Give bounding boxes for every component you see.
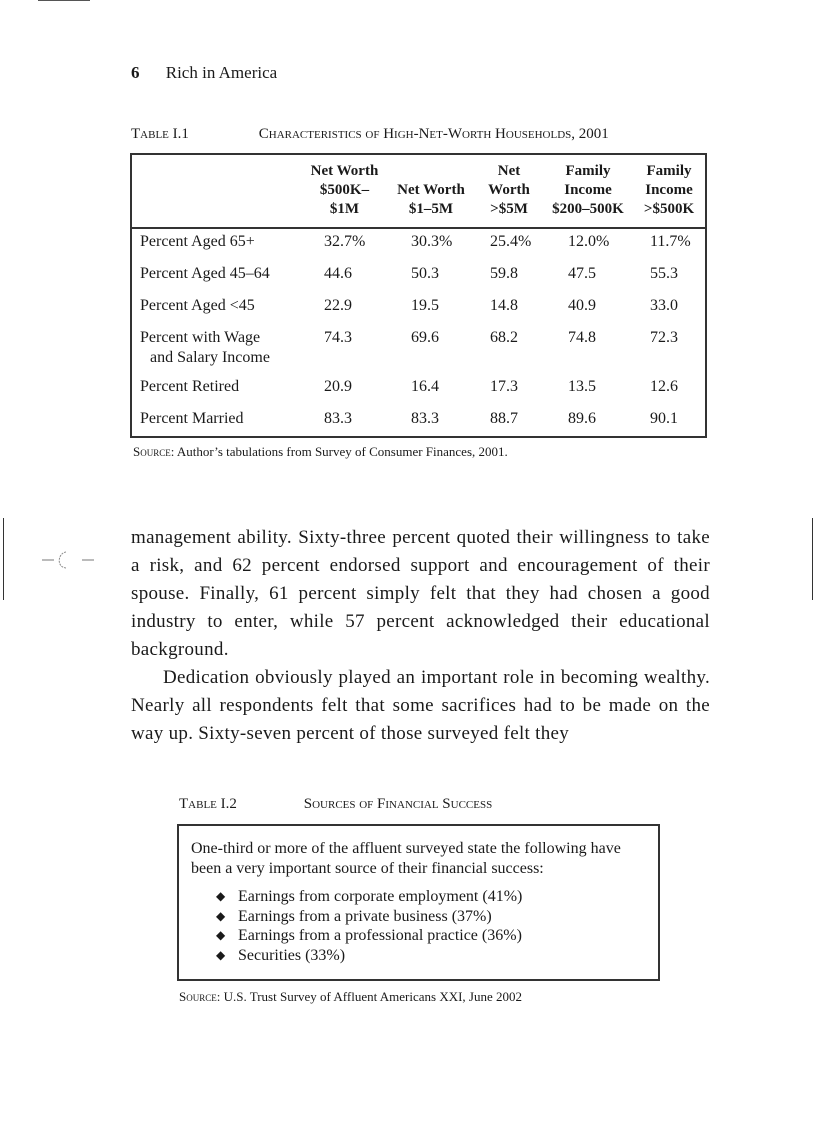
table1-header — [132, 155, 705, 229]
row-label: Percent with Wage and Salary Income — [140, 329, 270, 366]
table-cell: 74.8 — [568, 329, 596, 346]
table-cell: 20.9 — [324, 378, 352, 395]
table-cell: 59.8 — [490, 265, 518, 282]
paragraph: Dedication obviously played an important role in becoming wealthy. Nearly all respondents felt that some sacrifices had to be made on the way up. Sixty-seven percent of those surveyed felt they — [131, 667, 710, 744]
table1-caption — [131, 126, 711, 143]
table-cell: 83.3 — [324, 410, 352, 427]
crop-mark-icon — [42, 545, 94, 575]
row-label: Percent Married — [140, 410, 244, 427]
table-cell: 74.3 — [324, 329, 352, 346]
table-cell: 55.3 — [650, 265, 678, 282]
page-number: 6 — [131, 63, 140, 82]
diamond-bullet-icon: ◆ — [216, 889, 226, 903]
table2-label: Table I.2 — [179, 796, 237, 812]
table-cell: 22.9 — [324, 297, 352, 314]
table-cell: 32.7% — [324, 233, 366, 250]
table-cell: 14.8 — [490, 297, 518, 314]
body-text — [131, 524, 710, 748]
table-cell: 30.3% — [411, 233, 453, 250]
table-cell: 12.0% — [568, 233, 610, 250]
diamond-bullet-icon: ◆ — [216, 947, 226, 962]
table-cell: 68.2 — [490, 329, 518, 346]
table1-col-header: Family Income >$500K — [643, 163, 695, 217]
list-item: ◆ Earnings from a private business (37%) — [216, 907, 492, 925]
table2-caption — [179, 796, 659, 813]
table-cell: 11.7% — [650, 233, 691, 250]
top-rule — [38, 0, 90, 1]
table1-col-header: Family Income $200–500K — [552, 163, 624, 217]
list-item: ◆ Earnings from corporate employment (41%) — [216, 888, 523, 905]
list-item: ◆ Securities (33%) — [216, 946, 346, 964]
paragraph: management ability. Sixty-three percent quoted their willingness to take a risk, and 62 percent endorsed support and encouragement of their spouse. Finally, 61 percent simply felt that they had chosen a good industry to enter, while 57 percent acknowledged their educational background. — [131, 527, 710, 660]
table-cell: 33.0 — [650, 297, 678, 314]
row-label: Percent Aged 45–64 — [140, 265, 270, 282]
table2-title: Sources of Financial Success — [303, 796, 493, 812]
table1-label: Table I.1 — [131, 126, 189, 142]
table1-source: Source: Author’s tabulations from Survey of Consumer Finances, 2001. — [133, 444, 508, 459]
table1 — [130, 153, 707, 438]
book-title: Rich in America — [165, 63, 278, 82]
left-margin-line — [3, 518, 4, 600]
diamond-bullet-icon: ◆ — [216, 908, 226, 923]
table-cell: 50.3 — [411, 265, 439, 282]
table-cell: 17.3 — [490, 378, 518, 395]
table-cell: 40.9 — [568, 297, 596, 314]
table1-col-header: Net Worth >$5M — [488, 163, 530, 217]
table-cell: 44.6 — [324, 265, 352, 282]
table1-col-header: Net Worth $500K– $1M — [310, 163, 379, 217]
table-cell: 89.6 — [568, 410, 596, 427]
table-cell: 16.4 — [411, 378, 439, 395]
list-item: ◆ Earnings from a professional practice (36%) — [216, 927, 522, 944]
table-cell: 69.6 — [411, 329, 439, 346]
table-cell: 12.6 — [650, 378, 678, 395]
table-cell: 19.5 — [411, 297, 439, 314]
table1-title: Characteristics of High-Net-Worth Households, 2001 — [258, 126, 609, 142]
table-cell: 25.4% — [490, 233, 532, 250]
row-label: Percent Aged <45 — [140, 297, 255, 314]
diamond-bullet-icon: ◆ — [216, 928, 226, 942]
row-label: Percent Retired — [140, 378, 240, 395]
table2-box — [177, 824, 660, 981]
running-head — [131, 63, 277, 83]
table-cell: 72.3 — [650, 329, 678, 346]
table1-col-header: Net Worth $1–5M — [397, 182, 465, 217]
table-cell: 13.5 — [568, 378, 596, 395]
table-cell: 47.5 — [568, 265, 596, 282]
table-cell: 83.3 — [411, 410, 439, 427]
table-cell: 88.7 — [490, 410, 518, 427]
right-margin-line — [812, 518, 813, 600]
table-cell: 90.1 — [650, 410, 678, 427]
row-label: Percent Aged 65+ — [140, 233, 255, 250]
table2-list — [191, 887, 646, 965]
table2-intro: One-third or more of the affluent surveyed state the following have been a very important source of their financial success: — [191, 840, 621, 877]
table2-source: Source: U.S. Trust Survey of Affluent Americans XXI, June 2002 — [179, 989, 522, 1004]
